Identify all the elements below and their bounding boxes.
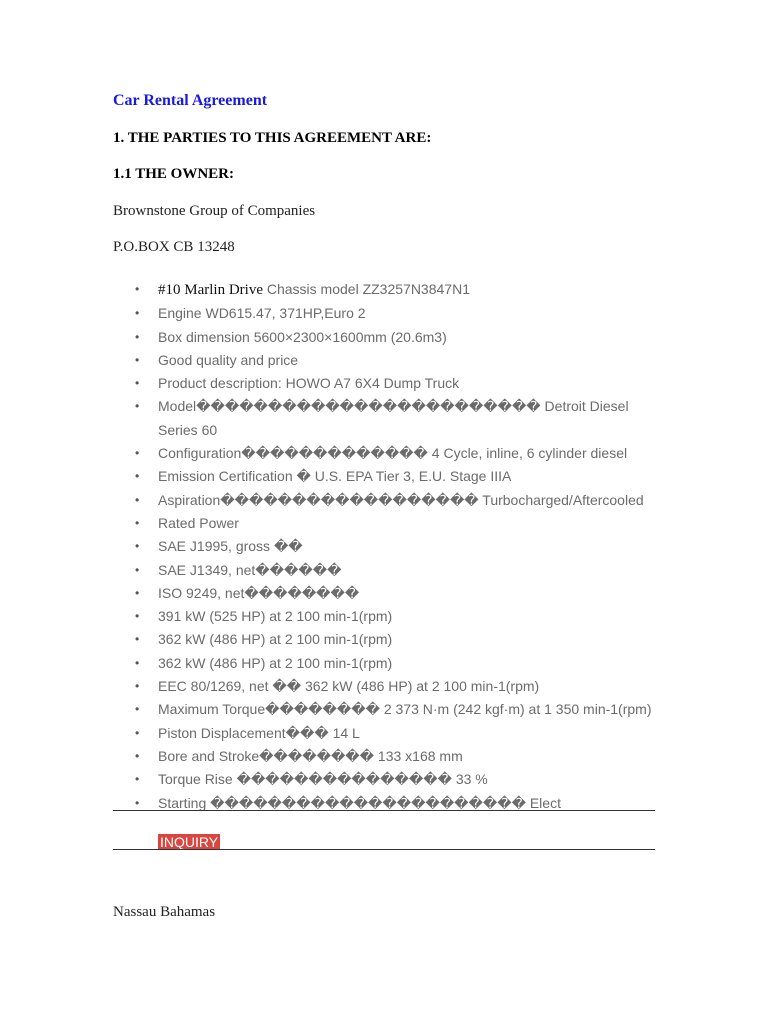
- list-item-text: 362 kW (486 HP) at 2 100 min-1(rpm): [158, 654, 393, 671]
- list-item-text: Rated Power: [158, 514, 239, 531]
- list-item: [113, 628, 658, 651]
- address-text: #10 Marlin Drive: [158, 282, 263, 298]
- document-title: Car Rental Agreement: [113, 92, 268, 109]
- divider-top: [113, 810, 655, 811]
- list-item-text: Product description: HOWO A7 6X4 Dump Truck: [158, 375, 460, 392]
- list-item: [113, 395, 658, 442]
- inquiry-button[interactable]: INQUIRY: [160, 834, 219, 850]
- list-item: [113, 512, 658, 535]
- list-item-text: Aspiration������������������ Turbocharged/Aftercooled: [158, 491, 644, 508]
- list-item: [113, 278, 658, 302]
- list-item-text: ISO 9249, net��������: [158, 584, 360, 601]
- list-item-text: Starting ���������������������� Elect: [158, 794, 561, 811]
- list-item: [113, 675, 658, 698]
- list-item: [113, 302, 658, 325]
- spec-list: [113, 278, 658, 815]
- list-item: [113, 605, 658, 628]
- list-item-text: Maximum Torque�������� 2 373 N·m (242 kgf·m) at 1 350 min-1(rpm): [158, 701, 652, 718]
- list-item: [113, 768, 658, 791]
- list-item-text: Box dimension 5600×2300×1600mm (20.6m3): [158, 328, 447, 345]
- list-item-text: Configuration������������� 4 Cycle, inline, 6 cylinder diesel: [158, 445, 628, 462]
- list-item-text: Bore and Stroke�������� 133 x168 mm: [158, 747, 463, 764]
- list-item-text: 391 kW (525 HP) at 2 100 min-1(rpm): [158, 608, 393, 625]
- list-item-text: SAE J1995, gross ��: [158, 538, 303, 555]
- list-item-text: Model������������������������ Detroit Diesel Series 60: [158, 398, 629, 438]
- list-item-text: Torque Rise ��������������� 33 %: [158, 771, 488, 788]
- list-item: [113, 745, 658, 768]
- list-item: [113, 582, 658, 605]
- list-item: [113, 559, 658, 582]
- list-item: [113, 372, 658, 395]
- list-item-text: Good quality and price: [158, 351, 299, 368]
- list-item: [113, 535, 658, 558]
- list-item: [113, 465, 658, 488]
- list-item: [113, 722, 658, 745]
- list-item: [113, 489, 658, 512]
- owner-po-box: P.O.BOX CB 13248: [113, 239, 235, 255]
- list-item: [113, 792, 658, 815]
- divider-bottom: [113, 849, 655, 850]
- list-item: [113, 652, 658, 675]
- section-heading-parties: 1. THE PARTIES TO THIS AGREEMENT ARE:: [113, 130, 432, 146]
- list-item-text: Chassis model ZZ3257N3847N1: [262, 281, 470, 297]
- owner-name: Brownstone Group of Companies: [113, 203, 316, 219]
- list-item-text: Engine WD615.47, 371HP,Euro 2: [158, 305, 366, 322]
- list-item: [113, 698, 658, 721]
- list-item-text: SAE J1349, net������: [158, 561, 342, 578]
- list-item: [113, 326, 658, 349]
- list-item: [113, 349, 658, 372]
- list-item-text: Piston Displacement��� 14 L: [158, 724, 360, 741]
- list-item-text: 362 kW (486 HP) at 2 100 min-1(rpm): [158, 631, 393, 648]
- location-text: Nassau Bahamas: [113, 904, 216, 920]
- list-item-text: EEC 80/1269, net �� 362 kW (486 HP) at 2 100 min-1(rpm): [158, 678, 540, 695]
- section-heading-owner: 1.1 THE OWNER:: [113, 166, 234, 182]
- list-item: [113, 442, 658, 465]
- list-item-text: Emission Certification � U.S. EPA Tier 3, E.U. Stage IIIA: [158, 468, 512, 485]
